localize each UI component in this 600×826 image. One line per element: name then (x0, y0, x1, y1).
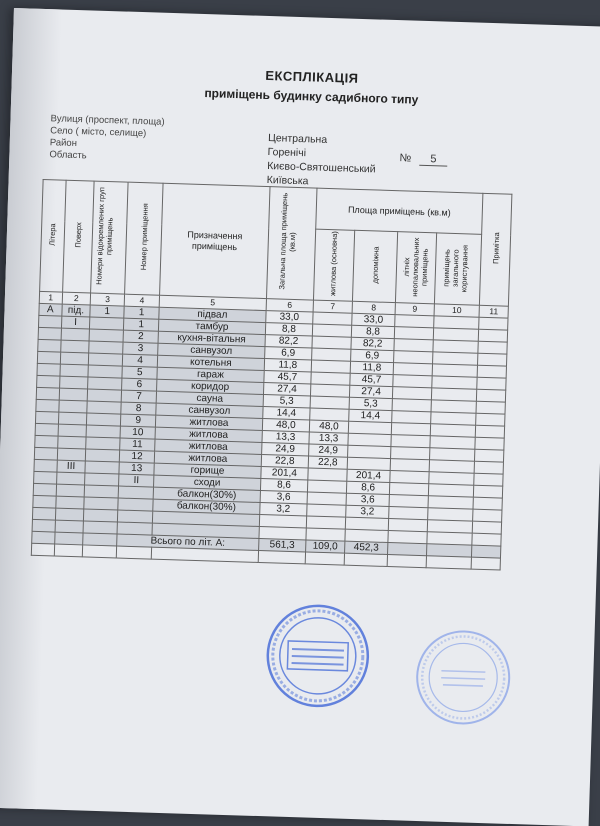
cell-empty (477, 377, 506, 390)
cell-litera (34, 471, 57, 484)
cell-room-number: 2 (123, 330, 158, 343)
cell-litera: А (39, 303, 62, 316)
cell-group (88, 377, 122, 390)
cell-floor (59, 388, 88, 401)
header-litera: Літера (40, 179, 66, 292)
cell-group (89, 329, 123, 342)
cell-empty (478, 341, 507, 354)
total-area: 561,3 (258, 538, 306, 551)
cell-empty (475, 437, 504, 450)
address-label-district: Район (49, 137, 78, 150)
cell-group (84, 485, 118, 498)
cell-auxiliary-area: 6,9 (351, 349, 394, 362)
header-notes: Примітка (480, 193, 512, 306)
address-value-region: Київська (266, 174, 309, 188)
cell-empty (474, 485, 503, 498)
cell-total-area: 11,8 (264, 359, 312, 372)
cell-empty (478, 329, 507, 342)
cell-purpose: коридор (157, 379, 264, 394)
column-number: 3 (91, 293, 125, 306)
cell-floor (58, 424, 87, 437)
cell-empty (475, 449, 504, 462)
cell-floor: I (61, 316, 90, 329)
cell-floor: III (57, 460, 86, 473)
column-number: 1 (39, 291, 62, 304)
column-number: 2 (62, 292, 91, 305)
cell-litera (37, 375, 60, 388)
cell-total-area: 48,0 (262, 419, 310, 432)
column-number: 10 (434, 304, 479, 317)
cell-room-number: 9 (121, 414, 156, 427)
cell-group (89, 341, 123, 354)
cell-floor (58, 400, 87, 413)
cell-floor (55, 496, 84, 509)
cell-auxiliary-area: 8,8 (351, 325, 394, 338)
cell-room-number: 8 (121, 402, 156, 415)
cell-empty (477, 389, 506, 402)
cell-total-area: 3,6 (260, 490, 308, 503)
cell-group (85, 461, 119, 474)
cell-floor (59, 376, 88, 389)
cell-total-area: 24,9 (261, 442, 309, 455)
cell-floor (61, 328, 90, 341)
cell-litera (34, 459, 57, 472)
cell-room-number: II (119, 474, 154, 487)
cell-empty (479, 317, 508, 330)
table-body (33, 303, 508, 522)
cell-empty (478, 353, 507, 366)
column-number: 9 (395, 303, 434, 316)
cell-floor (57, 448, 86, 461)
cell-empty (473, 509, 502, 522)
cell-floor: під. (61, 304, 90, 317)
header-auxiliary: допоміжна (352, 230, 397, 302)
cell-purpose: балкон(30%) (153, 487, 260, 502)
cell-group (84, 497, 118, 510)
cell-total-area: 82,2 (265, 335, 313, 348)
address-label-region: Область (49, 149, 87, 162)
document-page (0, 8, 600, 826)
cell-purpose: гараж (157, 367, 264, 382)
total-living: 109,0 (306, 540, 345, 553)
cell-group (86, 449, 120, 462)
cell-auxiliary-area: 45,7 (350, 373, 393, 386)
cell-auxiliary-area: 33,0 (352, 313, 395, 326)
cell-litera (36, 387, 59, 400)
cell-group (87, 389, 121, 402)
cell-room-number: 7 (121, 390, 156, 403)
column-number: 6 (266, 299, 314, 312)
cell-auxiliary-area: 27,4 (349, 385, 392, 398)
cell-purpose: сходи (154, 475, 261, 490)
cell-floor (60, 364, 89, 377)
cell-litera (38, 327, 61, 340)
address-label-village: Село ( місто, селище) (49, 125, 147, 140)
cell-living-area: 48,0 (309, 420, 348, 433)
column-number: 8 (352, 301, 395, 314)
cell-total-area: 13,3 (262, 431, 310, 444)
column-number: 4 (124, 294, 159, 307)
address-value-district: Києво-Святошенський (266, 160, 376, 176)
cell-room-number: 3 (123, 342, 158, 355)
cell-purpose: житлова (154, 451, 261, 466)
cell-auxiliary-area: 14,4 (349, 409, 392, 422)
cell-room-number: 13 (119, 462, 154, 475)
cell-group (86, 437, 120, 450)
cell-room-number: 1 (124, 318, 159, 331)
total-label: Всього по літ. А: (117, 534, 259, 550)
cell-litera (35, 423, 58, 436)
header-purpose: Призначення приміщень (160, 183, 270, 298)
header-floor: Поверх (62, 180, 94, 293)
header-summer: літніх неопалювальних приміщень (395, 232, 436, 304)
header-area-group: Площа приміщень (кв.м) (316, 188, 483, 234)
cell-purpose: санвузол (158, 343, 265, 358)
document-subtitle: приміщень будинку садибного типу (204, 86, 419, 107)
cell-purpose: підвал (159, 307, 266, 322)
cell-room-number (118, 486, 153, 499)
cell-total-area: 8,6 (260, 478, 308, 491)
official-stamp-round (262, 600, 373, 711)
cell-empty (474, 473, 503, 486)
cell-litera (35, 411, 58, 424)
cell-auxiliary-area: 5,3 (349, 397, 392, 410)
cell-room-number: 10 (120, 426, 155, 439)
cell-auxiliary-area: 201,4 (347, 469, 390, 482)
cell-auxiliary-area: 82,2 (351, 337, 394, 350)
column-number: 7 (313, 300, 352, 313)
cell-litera (36, 399, 59, 412)
cell-living-area: 22,8 (308, 456, 347, 469)
cell-floor (60, 352, 89, 365)
cell-room-number: 6 (122, 378, 157, 391)
cell-empty (476, 401, 505, 414)
cell-floor (58, 412, 87, 425)
number-label: № (399, 152, 412, 165)
document-title: ЕКСПЛІКАЦІЯ (265, 67, 359, 86)
cell-total-area: 33,0 (266, 311, 314, 324)
cell-group (87, 413, 121, 426)
cell-total-area: 45,7 (264, 371, 312, 384)
cell-group (90, 317, 124, 330)
cell-total-area: 201,4 (261, 466, 309, 479)
header-living: житлова (основна) (313, 229, 354, 301)
cell-litera (33, 495, 56, 508)
header-group: Номери відокремлених груп приміщень (91, 181, 128, 294)
cell-floor (57, 436, 86, 449)
header-total-area: Загальна площа приміщень (кв.м) (266, 187, 317, 300)
cell-empty (474, 461, 503, 474)
explication-table (31, 179, 513, 571)
cell-empty (473, 497, 502, 510)
cell-group (86, 425, 120, 438)
cell-purpose: балкон(30%) (153, 499, 260, 514)
cell-total-area: 6,9 (264, 347, 312, 360)
cell-empty (475, 425, 504, 438)
cell-floor (56, 484, 85, 497)
cell-purpose: кухня-вітальня (158, 331, 265, 346)
cell-group (87, 401, 121, 414)
cell-floor (60, 340, 89, 353)
cell-empty (476, 413, 505, 426)
cell-purpose: санвузол (156, 403, 263, 418)
cell-total-area: 14,4 (262, 407, 310, 420)
cell-group (89, 353, 123, 366)
cell-litera (38, 315, 61, 328)
cell-group (88, 365, 122, 378)
cell-floor (56, 472, 85, 485)
cell-auxiliary-area: 3,2 (346, 505, 389, 518)
total-auxiliary: 452,3 (344, 541, 387, 554)
cell-litera (37, 351, 60, 364)
address-label-street: Вулиця (проспект, площа) (50, 113, 165, 128)
cell-room-number: 5 (122, 366, 157, 379)
cell-room-number: 1 (124, 306, 159, 319)
address-value-village: Горенічі (267, 146, 307, 160)
cell-litera (34, 447, 57, 460)
cell-room-number: 12 (119, 450, 154, 463)
cell-total-area: 8,8 (265, 323, 313, 336)
cell-litera (38, 339, 61, 352)
cell-total-area: 27,4 (263, 383, 311, 396)
cell-auxiliary-area: 8,6 (346, 481, 389, 494)
cell-living-area: 13,3 (309, 432, 348, 445)
column-number: 5 (159, 295, 266, 310)
official-stamp-round-faded (412, 626, 515, 729)
header-room-number: Номер приміщення (125, 182, 163, 295)
cell-litera (37, 363, 60, 376)
header-common: приміщень загального користування (434, 233, 481, 305)
cell-purpose: горище (154, 463, 261, 478)
cell-room-number: 4 (122, 354, 157, 367)
cell-total-area: 22,8 (261, 454, 309, 467)
cell-room-number: 11 (120, 438, 155, 451)
cell-total-area: 3,2 (259, 502, 307, 515)
cell-auxiliary-area: 11,8 (350, 361, 393, 374)
cell-total-area: 5,3 (263, 395, 311, 408)
cell-purpose: житлова (155, 427, 262, 442)
column-number: 11 (479, 305, 508, 318)
cell-group (85, 473, 119, 486)
cell-purpose: котельня (157, 355, 264, 370)
cell-purpose: тамбур (158, 319, 265, 334)
cell-group: 1 (90, 305, 124, 318)
address-value-street: Центральна (267, 132, 328, 146)
cell-purpose: житлова (155, 439, 262, 454)
cell-purpose: житлова (155, 415, 262, 430)
cell-auxiliary-area: 3,6 (346, 493, 389, 506)
cell-litera (33, 483, 56, 496)
number-value: 5 (419, 153, 447, 167)
cell-empty (477, 365, 506, 378)
cell-litera (35, 435, 58, 448)
cell-living-area: 24,9 (309, 444, 348, 457)
cell-room-number (118, 498, 153, 511)
cell-purpose: сауна (156, 391, 263, 406)
